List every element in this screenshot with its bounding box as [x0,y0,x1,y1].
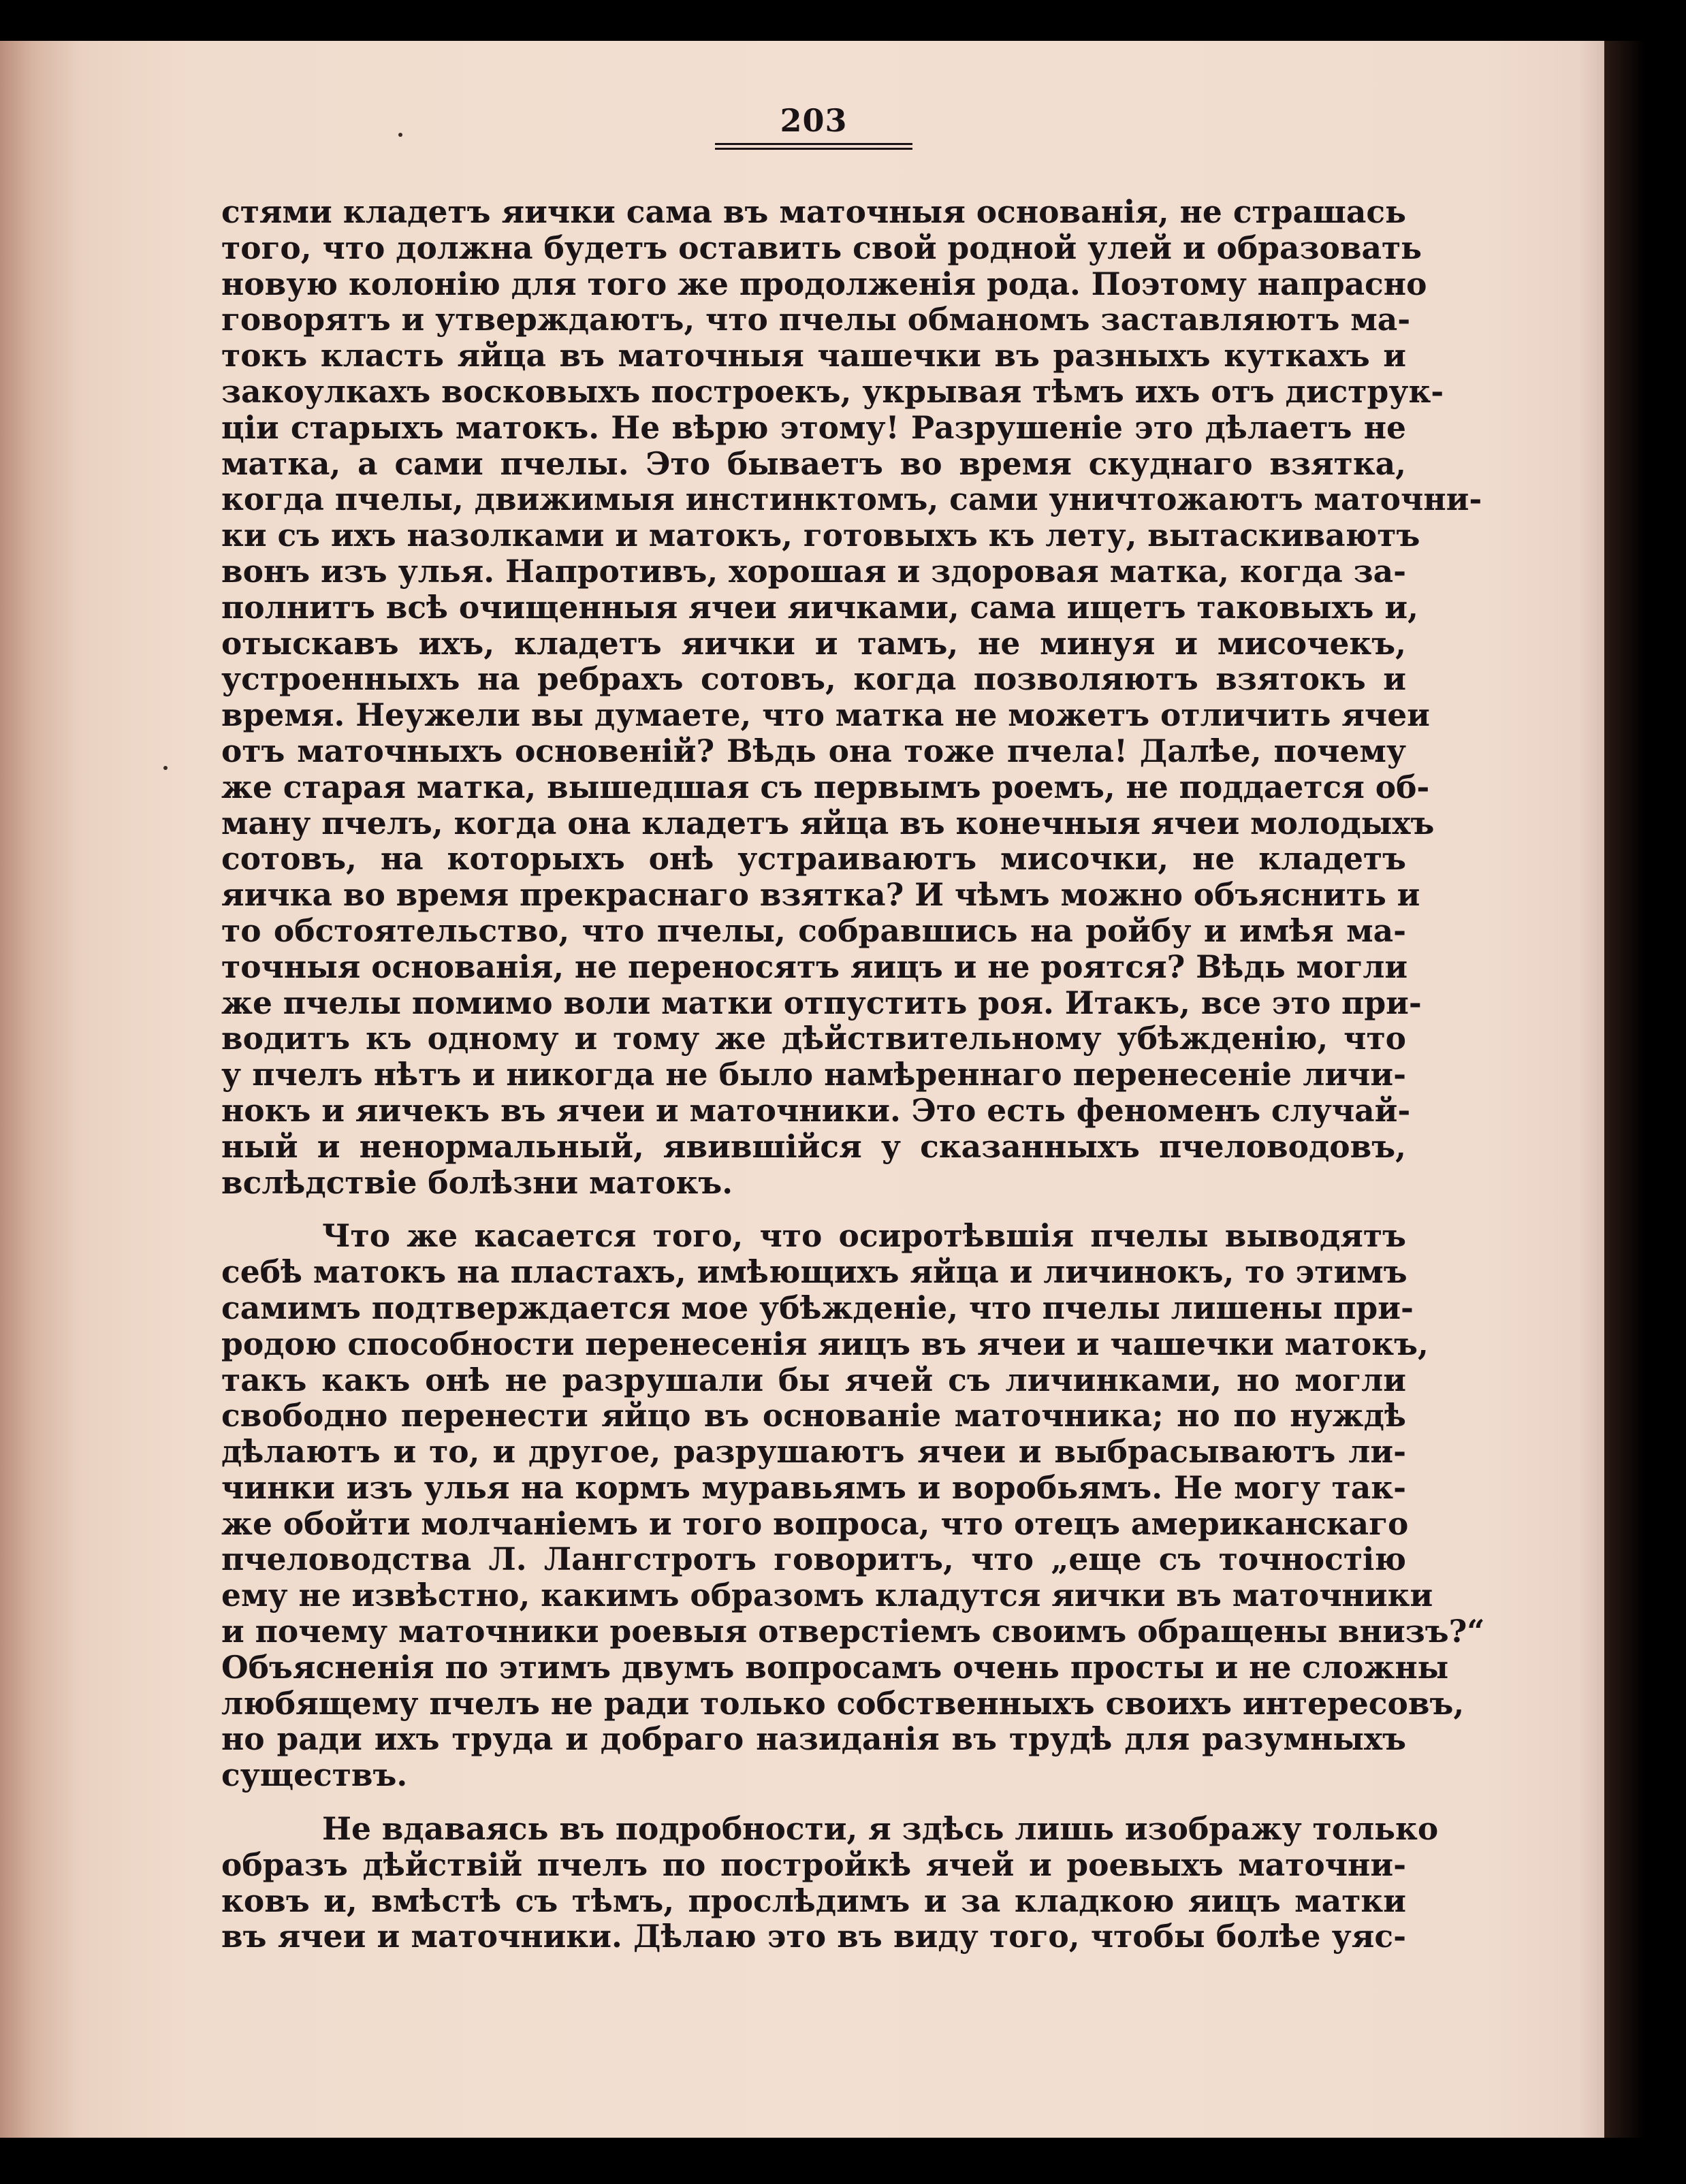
text-line: отъ маточныхъ основеній? Вѣдь она тоже пчела! Далѣе, почему [221,732,1406,769]
text-line: токъ класть яйца въ маточныя чашечки въ разныхъ куткахъ и [221,337,1406,374]
text-line: устроенныхъ на ребрахъ сотовъ, когда позволяютъ взятокъ и [221,660,1406,698]
text-line: ки съ ихъ назолками и матокъ, готовыхъ къ лету, вытаскиваютъ [221,517,1420,554]
text-line: когда пчелы, движимыя инстинктомъ, сами уничтожаютъ маточни- [221,481,1482,518]
text-line: того, что должна будетъ оставить свой родной улей и образовать [221,229,1422,266]
text-line: Что же касается того, что осиротѣвшія пчелы выводятъ [322,1217,1406,1255]
text-line: но ради ихъ труда и добраго назиданія въ трудѣ для разумныхъ [221,1720,1406,1758]
text-line: себѣ матокъ на пластахъ, имѣющихъ яйца и личинокъ, то этимъ [221,1253,1407,1291]
text-line: ный и ненормальный, явившійся у сказанныхъ пчеловодовъ, [221,1127,1406,1165]
text-line: отыскавъ ихъ, кладетъ яички и тамъ, не минуя и мисочекъ, [221,624,1406,662]
text-line: у пчелъ нѣтъ и никогда не было намѣреннаго перенесеніе личи- [221,1056,1406,1093]
print-speck [398,133,402,137]
text-line: яичка во время прекраснаго взятка? И чѣмъ можно объяснить и [221,876,1420,914]
body-text [221,193,1485,1972]
text-line: Не вдаваясь въ подробности, я здѣсь лишь изображу только [322,1810,1439,1848]
text-line: родою способности перенесенія яицъ въ ячеи и чашечки матокъ, [221,1325,1429,1362]
text-line: новую колонію для того же продолженія рода. Поэтому напрасно [221,265,1427,302]
paragraph-2 [221,1217,1485,1794]
text-line: ману пчелъ, когда она кладетъ яйца въ конечныя ячеи молодыхъ [221,804,1435,841]
text-line: сотовъ, на которыхъ онѣ устраиваютъ мисочки, не кладетъ [221,840,1406,878]
book-page [0,41,1645,2138]
text-line: полнитъ всѣ очищенныя ячеи яичками, сама ищетъ таковыхъ и, [221,588,1418,626]
print-speck [163,766,168,770]
text-line: и почему маточники роевыя отверстіемъ своимъ обращены внизъ?“ [221,1613,1485,1650]
text-line: пчеловодства Л. Лангстротъ говоритъ, что „еще съ точностію [221,1541,1406,1578]
text-line: точныя основанія, не переносятъ яицъ и не роятся? Вѣдь могли [221,948,1408,985]
text-line: время. Неужели вы думаете, что матка не можетъ отличить ячеи [221,696,1430,734]
text-line: нокъ и яичекъ въ ячеи и маточники. Это есть феноменъ случай- [221,1091,1411,1129]
text-line: вонъ изъ улья. Напротивъ, хорошая и здоровая матка, когда за- [221,552,1406,590]
text-line: любящему пчелъ не ради только собственныхъ своихъ интересовъ, [221,1684,1465,1722]
text-line: такъ какъ онѣ не разрушали бы ячей съ личинками, но могли [221,1361,1406,1398]
text-line: ковъ и, вмѣстѣ съ тѣмъ, прослѣдимъ и за кладкою яицъ матки [221,1882,1406,1919]
text-line: то обстоятельство, что пчелы, собравшись на ройбу и имѣя ма- [221,912,1406,949]
page-header [712,102,916,145]
text-line: образъ дѣйствій пчелъ по постройкѣ ячей и роевыхъ маточни- [221,1846,1406,1883]
text-line: ціи старыхъ матокъ. Не вѣрю этому! Разрушеніе это дѣлаетъ не [221,408,1406,446]
paragraph-3 [221,1810,1439,1955]
text-line: закоулкахъ восковыхъ построекъ, укрывая тѣмъ ихъ отъ диструк- [221,372,1444,410]
text-line: существъ. [221,1756,408,1794]
text-line: дѣлаютъ и то, и другое, разрушаютъ ячеи и выбрасываютъ ли- [221,1433,1406,1471]
text-line: самимъ подтверждается мое убѣжденіе, что пчелы лишены при- [221,1289,1414,1326]
text-line: говорятъ и утверждаютъ, что пчелы обманомъ заставляютъ ма- [221,301,1411,338]
text-line: Объясненія по этимъ двумъ вопросамъ очень просты и не сложны [221,1648,1449,1686]
text-line: матка, а сами пчелы. Это бываетъ во время скуднаго взятка, [221,445,1406,482]
text-line: же обойти молчаніемъ и того вопроса, что отецъ американскаго [221,1505,1409,1542]
text-line: ему не извѣстно, какимъ образомъ кладутся яички въ маточники [221,1577,1433,1614]
text-line: вслѣдствіе болѣзни матокъ. [221,1163,733,1201]
paragraph-1 [221,193,1482,1201]
text-line: же пчелы помимо воли матки отпустить роя. Итакъ, все это при- [221,984,1422,1021]
text-line: же старая матка, вышедшая съ первымъ роемъ, не поддается об- [221,768,1430,805]
text-line: чинки изъ улья на кормъ муравьямъ и воробьямъ. Не могу так- [221,1468,1406,1506]
page-number: 203 [780,102,848,139]
text-line: въ ячеи и маточники. Дѣлаю это въ виду того, чтобы болѣе уяс- [221,1918,1406,1955]
page-edge-shadow [1604,41,1645,2138]
header-double-rule [715,143,912,145]
text-line: стями кладетъ яички сама въ маточныя основанія, не страшась [221,193,1406,230]
text-line: водитъ къ одному и тому же дѣйствительному убѣжденію, что [221,1020,1406,1057]
text-line: свободно перенести яйцо въ основаніе маточника; но по нуждѣ [221,1397,1406,1434]
